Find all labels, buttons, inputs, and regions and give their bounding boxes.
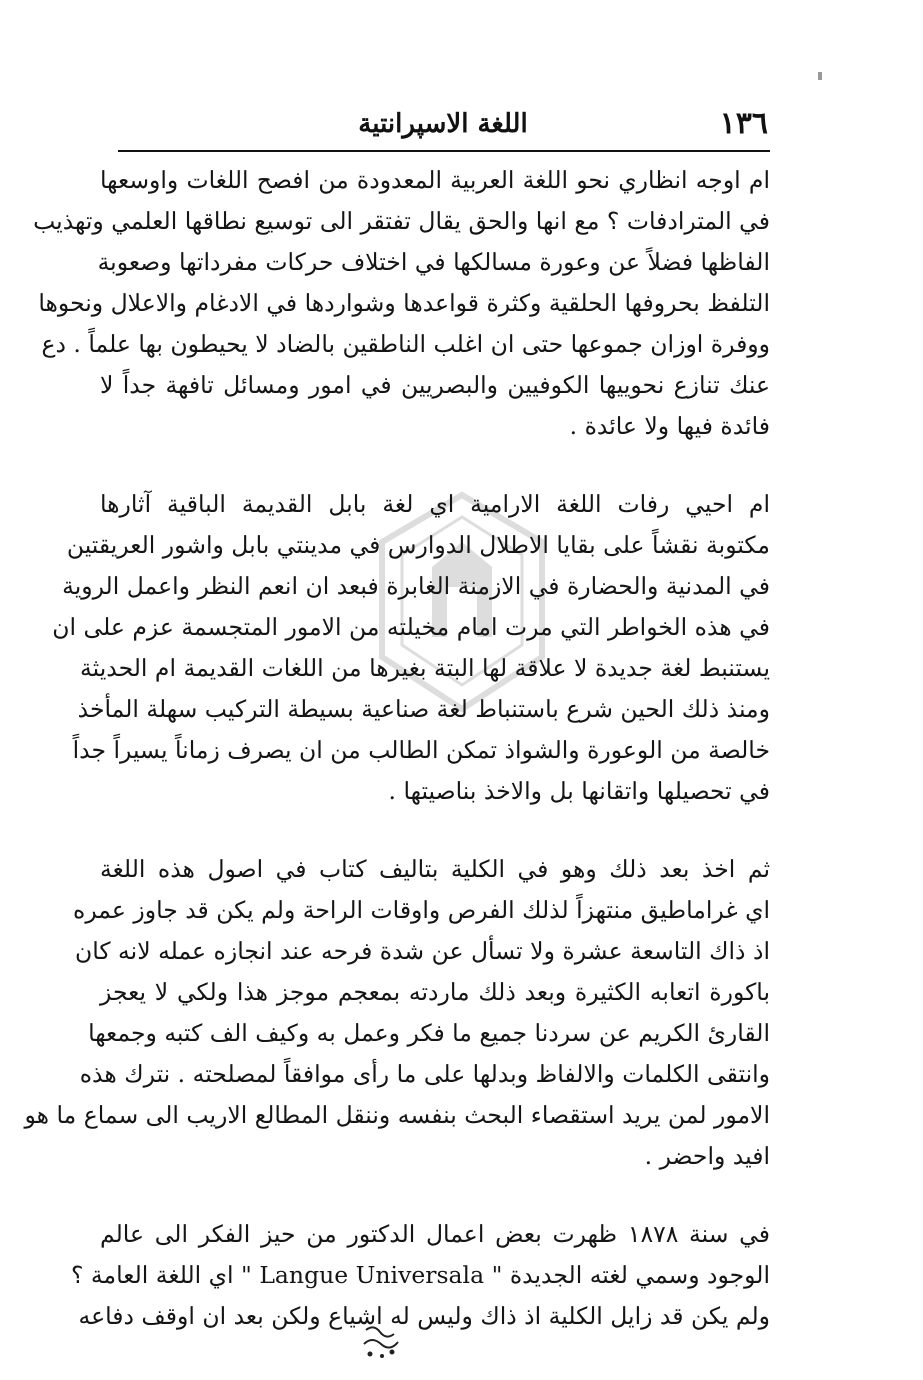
text-line: في المدنية والحضارة في الازمنة الغابرة فبعد ان انعم النظر واعمل الروية: [62, 572, 770, 600]
text-line: التلفظ بحروفها الحلقية وكثرة قواعدها وشواردها في الادغام والاعلال ونحوها: [38, 289, 770, 317]
text-line: مكتوبة نقشاً على بقايا الاطلال الدوارس في مدينتي بابل واشور العريقتين: [66, 531, 770, 559]
text-line: الفاظها فضلاً عن وعورة مسالكها في اختلاف حركات مفرداتها وصعوبة: [97, 248, 770, 276]
text-line: في المترادفات ؟ مع انها والحق يقال تفتقر الى توسيع نطاقها العلمي وتهذيب: [33, 207, 770, 235]
text-line: اي غراماطيق منتهزاً لذلك الفرص واوقات الراحة ولم يكن قد جاوز عمره: [73, 896, 770, 924]
paragraph-2: [52, 484, 770, 812]
text-line: الامور لمن يريد استقصاء البحث بنفسه وننقل المطالع الاريب الى سماع ما هو: [24, 1101, 770, 1129]
ornament-icon: [356, 1322, 406, 1362]
text-line: وانتقى الكلمات والالفاظ وبدلها على ما رأى موافقاً لمصلحته . نترك هذه: [79, 1060, 770, 1088]
text-line: فائدة فيها ولا عائدة .: [569, 412, 770, 440]
text-line: ووفرة اوزان جموعها حتى ان اغلب الناطقين بالضاد لا يحيطون بها علماً . دع: [41, 330, 770, 358]
paragraph-1: [33, 160, 770, 447]
text-line: في سنة ١٨٧٨ ظهرت بعض اعمال الدكتور من حيز الفكر الى عالم: [100, 1220, 770, 1248]
text-line: باكورة اتعابه الكثيرة وبعد ذلك ماردته بمعجم موجز هذا ولكي لا يعجز: [100, 978, 770, 1006]
page-number: ١٣٦: [719, 106, 768, 141]
text-line: ثم اخذ بعد ذلك وهو في الكلية بتاليف كتاب في اصول هذه اللغة: [100, 855, 770, 883]
text-line: القارئ الكريم عن سردنا جميع ما فكر وعمل به وكيف الف كتبه وجمعها: [88, 1019, 770, 1047]
text-line: ام اوجه انظاري نحو اللغة العربية المعدودة من افصح اللغات واوسعها: [100, 166, 770, 194]
text-line: اذ ذاك التاسعة عشرة ولا تسأل عن شدة فرحه عند انجازه عمله لانه كان: [74, 937, 770, 965]
running-title: اللغة الاسپرانتية: [358, 109, 528, 139]
text-line: يستنبط لغة جديدة لا علاقة لها البتة بغيرها من اللغات القديمة ام الحديثة: [80, 654, 770, 682]
paragraph-3: [24, 849, 770, 1177]
text-line: خالصة من الوعورة والشواذ تمكن الطالب من ان يصرف زماناً يسيراً جداً: [72, 736, 770, 764]
header-rule: [118, 150, 770, 152]
paragraph-4: [70, 1214, 770, 1337]
text-line: ام احيي رفات اللغة الارامية اي لغة بابل القديمة الباقية آثارها: [100, 490, 770, 518]
text-line: عنك تنازع نحوييها الكوفيين والبصريين في امور ومسائل تافهة جداً لا: [100, 371, 770, 399]
text-line: ومنذ ذلك الحين شرع باستنباط لغة صناعية بسيطة التركيب سهلة المأخذ: [77, 695, 770, 723]
scan-speck: [818, 72, 822, 80]
body-text: [24, 160, 770, 1337]
text-line: الوجود وسمي لغته الجديدة " Langue Universala " اي اللغة العامة ؟: [70, 1261, 770, 1289]
text-line: في تحصيلها واتقانها بل والاخذ بناصيتها .: [388, 777, 770, 805]
page-header: [118, 104, 768, 144]
text-line: افيد واحضر .: [644, 1142, 770, 1170]
text-line: ولم يكن قد زايل الكلية اذ ذاك وليس له اشياع ولكن بعد ان اوقف دفاعه: [78, 1302, 770, 1330]
text-line: في هذه الخواطر التي مرت امام مخيلته من الامور المتجسمة عزم على ان: [52, 613, 770, 641]
